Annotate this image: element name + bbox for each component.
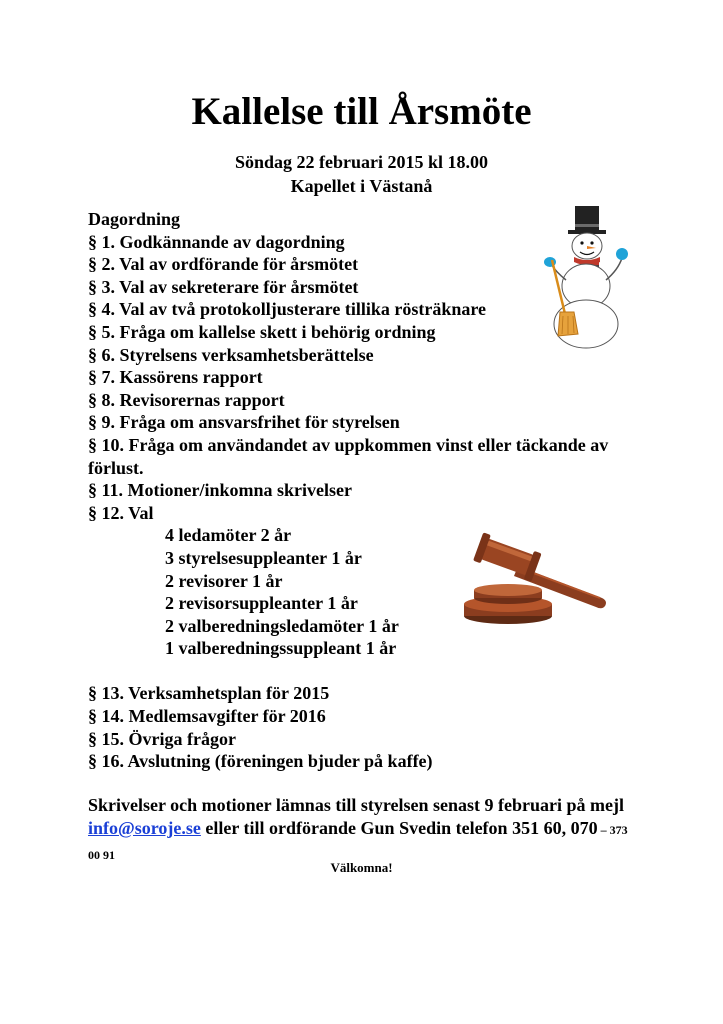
meeting-date: Söndag 22 februari 2015 kl 18.00 bbox=[234, 152, 489, 172]
election-item: 4 ledamöter 2 år bbox=[165, 525, 292, 546]
phone-number: – 373 00 91 bbox=[88, 823, 628, 862]
agenda-item: § 5. Fråga om kallelse skett i behörig ordning bbox=[88, 321, 436, 342]
agenda-item: § 8. Revisorernas rapport bbox=[88, 389, 285, 410]
agenda bbox=[88, 208, 628, 773]
welcome-text: Välkomna! bbox=[330, 860, 393, 875]
agenda-item: § 10. Fråga om användandet av uppkommen vinst eller täckande av förlust. bbox=[88, 434, 609, 478]
agenda-heading: Dagordning bbox=[88, 209, 181, 229]
agenda-item: § 3. Val av sekreterare för årsmötet bbox=[88, 276, 359, 297]
election-item: 1 valberedningssuppleant 1 år bbox=[165, 638, 397, 659]
email-link[interactable]: info@soroje.se bbox=[88, 818, 201, 838]
election-item: 3 styrelsesuppleanter 1 år bbox=[165, 547, 362, 568]
agenda-item: § 2. Val av ordförande för årsmötet bbox=[88, 254, 359, 275]
agenda-item: § 9. Fråga om ansvarsfrihet för styrelsen bbox=[88, 412, 400, 433]
closing-text-part2: eller till ordförande Gun Svedin telefon 351 60, 070 bbox=[200, 818, 598, 838]
agenda-item: § 15. Övriga frågor bbox=[88, 728, 236, 749]
agenda-item: § 14. Medlemsavgifter för 2016 bbox=[88, 706, 326, 727]
agenda-item: § 6. Styrelsens verksamhetsberättelse bbox=[88, 344, 374, 365]
election-item: 2 valberedningsledamöter 1 år bbox=[165, 615, 399, 636]
agenda-item: § 13. Verksamhetsplan för 2015 bbox=[88, 683, 330, 704]
agenda-item: § 4. Val av två protokolljusterare tillika rösträknare bbox=[88, 299, 486, 320]
closing-paragraph bbox=[88, 794, 638, 867]
agenda-item: § 1. Godkännande av dagordning bbox=[88, 231, 345, 252]
agenda-item: § 11. Motioner/inkomna skrivelser bbox=[88, 480, 352, 501]
closing-text-part1: Skrivelser och motioner lämnas till styrelsen senast 9 februari på mejl bbox=[88, 795, 624, 815]
agenda-spacer bbox=[88, 660, 628, 683]
agenda-item: § 16. Avslutning (föreningen bjuder på kaffe) bbox=[88, 751, 433, 772]
meeting-location: Kapellet i Västanå bbox=[290, 176, 433, 196]
page-title: Kallelse till Årsmöte bbox=[191, 90, 532, 133]
election-item: 2 revisorer 1 år bbox=[165, 570, 283, 591]
gavel-icon bbox=[462, 528, 612, 628]
election-item: 2 revisorsuppleanter 1 år bbox=[165, 593, 358, 614]
agenda-item: § 12. Val bbox=[88, 502, 154, 523]
agenda-item: § 7. Kassörens rapport bbox=[88, 367, 263, 388]
